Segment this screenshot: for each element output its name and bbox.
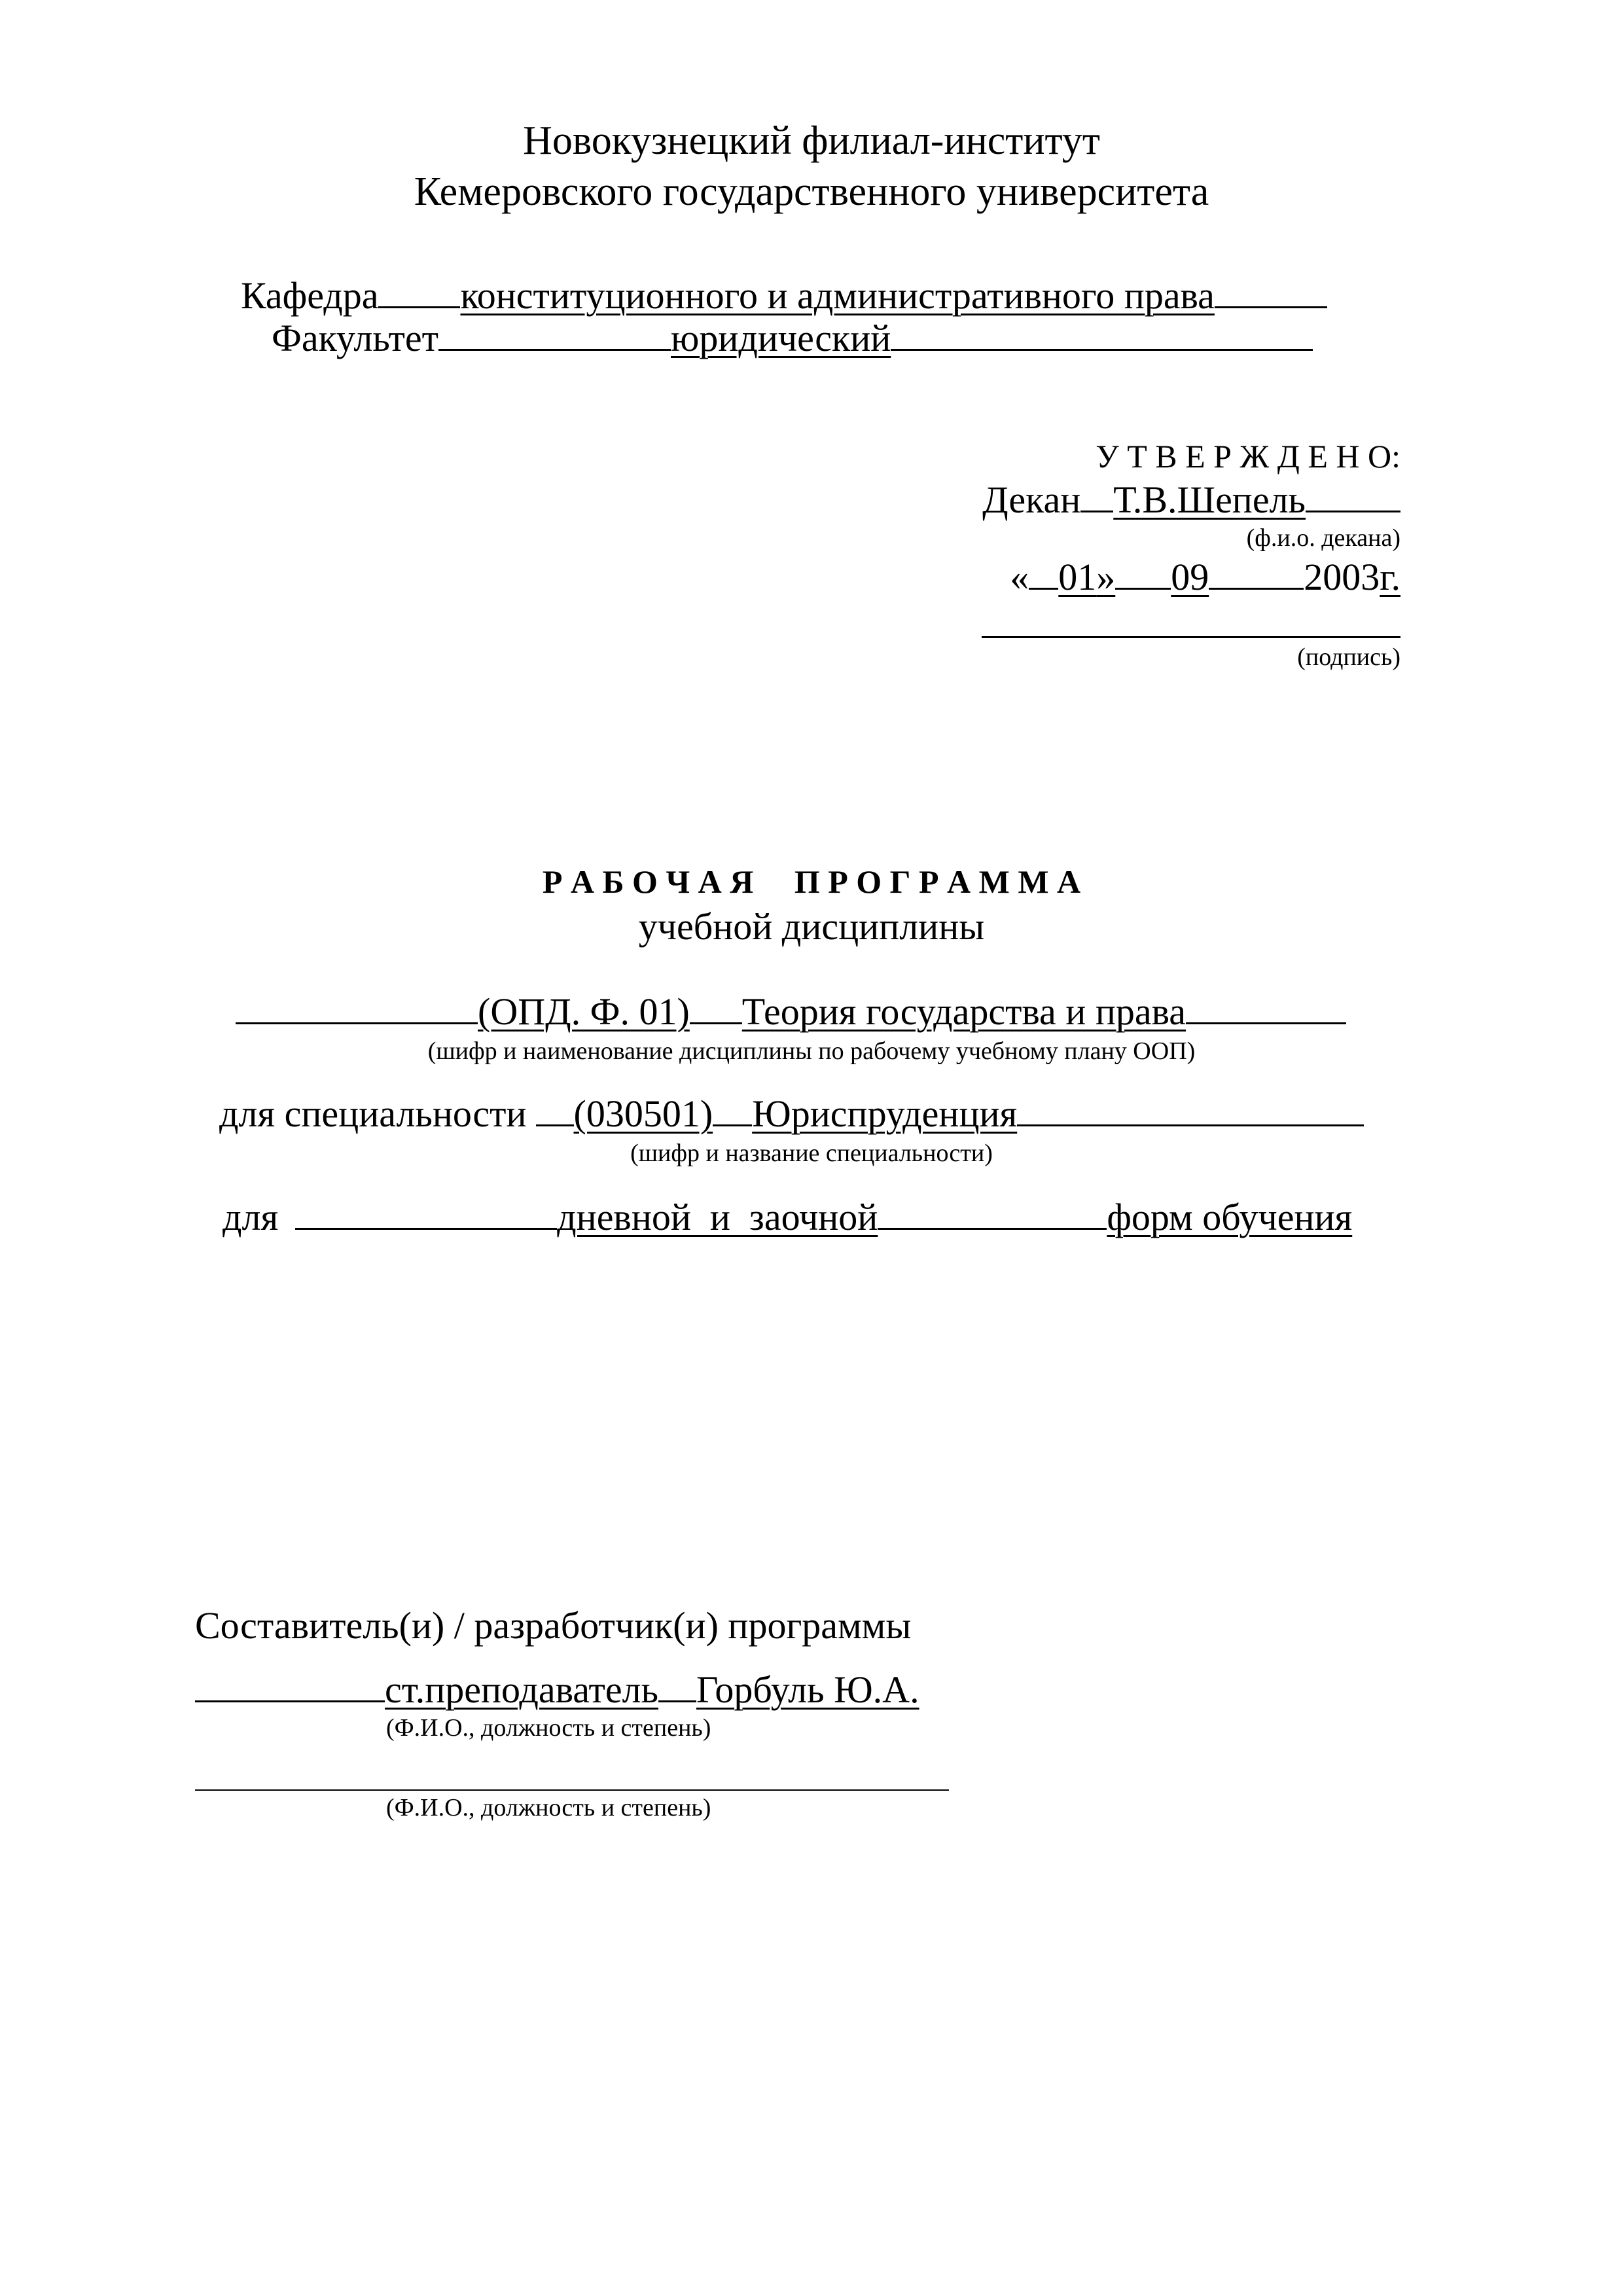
date-blank-2 [1115,587,1171,590]
study-forms-value: дневной и заочной [557,1196,878,1238]
dean-blank-left [1080,510,1113,512]
date-month: 09 [1171,556,1209,598]
program-title: Р А Б О Ч А Я П Р О Г Р А М М А [542,863,1081,900]
faculty-row [272,316,1313,360]
author-caption-2: (Ф.И.О., должность и степень) [386,1794,711,1821]
study-forms-suffix: форм обучения [1107,1196,1353,1238]
discipline-name: Теория государства и права [741,990,1186,1033]
date-blank-3 [1209,587,1304,590]
institution-line-1: Новокузнецкий филиал-институт [523,118,1100,163]
approval-date [1010,555,1400,599]
faculty-blank-left [438,348,671,351]
dean-label: Декан [982,478,1081,521]
program-subtitle: учебной дисциплины [638,905,985,948]
approval-title: У Т В Е Р Ж Д Е Н О: [1096,438,1400,475]
date-year-suffix: г. [1380,556,1400,598]
faculty-value: юридический [671,317,891,359]
department-value: конституционного и административного права [460,274,1215,317]
author-caption-1: (Ф.И.О., должность и степень) [386,1714,711,1742]
dean-name: Т.В.Шепель [1113,478,1306,521]
signature-caption: (подпись) [1297,643,1400,671]
discipline-caption: (шифр и наименование дисциплины по рабочему учебному плану ООП) [427,1037,1196,1065]
author-blank-mid [658,1700,696,1702]
dean-caption: (ф.и.о. декана) [1246,524,1400,552]
author-row [195,1668,919,1712]
specialty-caption: (шифр и название специальности) [630,1139,993,1167]
author-blank-left [195,1700,385,1702]
specialty-blank-right [1017,1124,1364,1126]
author-position: ст.преподаватель [385,1668,658,1711]
department-label: Кафедра [241,274,379,317]
department-blank-left [378,306,460,308]
date-day: 01 [1058,556,1097,598]
specialty-blank-mid [713,1124,752,1126]
study-forms-row [223,1195,1352,1239]
date-open-quote: « [1010,556,1029,598]
department-blank-right [1215,306,1327,308]
date-year: 2003 [1304,556,1380,598]
study-forms-blank-left [295,1227,557,1230]
date-close-quote: » [1096,556,1116,598]
author-name: Горбуль Ю.А. [696,1668,919,1711]
specialty-code: (030501) [573,1092,713,1135]
study-forms-blank-right [878,1227,1107,1230]
specialty-row [219,1092,1364,1136]
discipline-code: (ОПД. Ф. 01) [478,990,690,1033]
discipline-row [236,990,1346,1033]
faculty-label: Факультет [272,317,438,359]
faculty-blank-right [891,348,1313,351]
dean-row [982,478,1400,522]
discipline-blank-left [236,1022,478,1024]
authors-heading: Составитель(и) / разработчик(и) программы [195,1604,912,1647]
study-forms-label: для [223,1196,279,1238]
discipline-blank-mid [690,1022,742,1024]
dean-blank-right [1306,510,1400,512]
date-blank-1 [1029,587,1058,590]
specialty-label: для специальности [219,1092,527,1135]
specialty-name: Юриспруденция [752,1092,1018,1135]
department-row [241,274,1327,317]
signature-line [982,636,1400,638]
discipline-blank-right [1186,1022,1346,1024]
institution-line-2: Кемеровского государственного университета [414,170,1209,214]
specialty-blank-left [536,1124,574,1126]
second-author-line [195,1789,949,1791]
